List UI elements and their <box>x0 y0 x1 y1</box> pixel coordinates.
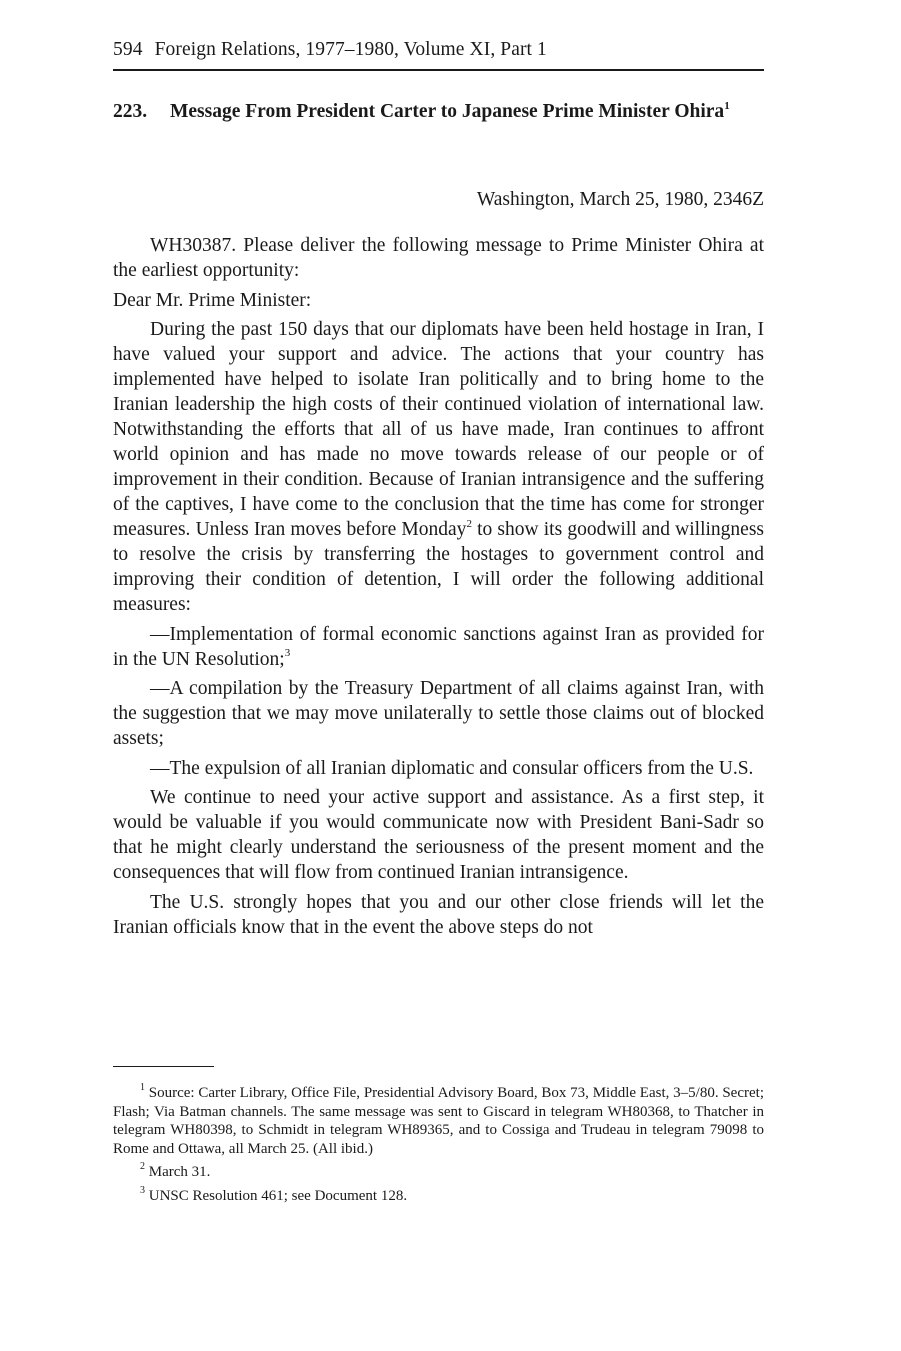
paragraph-main <box>113 317 764 617</box>
document-number: 223. <box>113 101 148 122</box>
document-heading <box>113 99 764 124</box>
footnote-mark: 3 <box>140 1184 145 1196</box>
document-page <box>113 0 764 1351</box>
salutation: Dear Mr. Prime Minister: <box>113 289 312 311</box>
measure-claims: —A compilation by the Treasury Department of all claims against Iran, with the suggestion that we may move unilaterally to settle those claims out of blocked assets; <box>113 678 764 749</box>
page-number: 594 <box>113 39 143 60</box>
footnote-rule <box>113 1066 214 1067</box>
footnote-ref-3[interactable]: 3 <box>284 647 291 659</box>
paragraph-instruction: WH30387. Please deliver the following message to Prime Minister Ohira at the earliest opportunity: <box>113 235 764 281</box>
running-head <box>113 36 764 64</box>
document-title-text: Message From President Carter to Japanese Prime Minister Ohira <box>170 101 725 122</box>
paragraph-closing: The U.S. strongly hopes that you and our other close friends will let the Iranian officials know that in the event the above steps do not <box>113 891 764 938</box>
paragraph-main-part1: During the past 150 days that our diplomats have been held hostage in Iran, I have valued your support and advice. The actions that your country has implemented have helped to isolate Iran politically and to bring home to the Iranian leadership the high costs of their continued violation of international law. Notwithstanding the efforts that all of us have made, Iran continues to affront world opinion and has made no move towards release of our people or of improvement in their condition. Because of Iranian intransigence and the suffering of the captives, I have come to the conclusion that the time has come for stronger measures. Unless Iran moves before Monday <box>113 319 764 540</box>
measure-expulsion: —The expulsion of all Iranian diplomatic and consular officers from the U.S. <box>150 757 754 779</box>
measure-sanctions <box>113 622 764 672</box>
measure-sanctions-text: —Implementation of formal economic sanctions against Iran as provided for in the UN Resolution; <box>113 623 764 670</box>
footnote-ref-1[interactable]: 1 <box>724 99 730 112</box>
document-title <box>170 99 760 124</box>
message-body <box>113 233 764 944</box>
volume-title: Foreign Relations, 1977–1980, Volume XI, Part 1 <box>154 39 547 60</box>
footnote-text: March 31. <box>148 1164 211 1180</box>
footnote-2 <box>113 1163 764 1182</box>
footnote-3 <box>113 1184 764 1206</box>
paragraph-support: We continue to need your active support and assistance. As a first step, it would be valuable if you would communicate now with President Bani-Sadr so that he might clearly understand the seriousness of the present moment and the consequences that will flow from continued Iranian intransigence. <box>113 787 764 883</box>
footnote-mark: 1 <box>140 1082 145 1093</box>
footnote-mark: 2 <box>140 1161 145 1172</box>
footnote-1 <box>113 1084 764 1158</box>
footnote-text: UNSC Resolution 461; see Document 128. <box>148 1187 408 1204</box>
footnote-text: Source: Carter Library, Office File, Presidential Advisory Board, Box 73, Middle East, 3–5/80. Secret; Flash; Via Batman channels. The same message was sent to Giscard in telegram WH80368, to Thatcher in telegram WH80398, to Schmidt in telegram WH89365, and to Cossiga and Trudeau in telegram 79098 to Rome and Ottawa, all March 25. (All ibid.) <box>113 1085 764 1157</box>
paragraph-main-part2: to show its goodwill and willingness to resolve the crisis by transferring the hostages to government control and improving their condition of detention, I will order the following additional measures: <box>113 519 765 615</box>
header-rule <box>113 69 764 71</box>
footnote-ref-2[interactable]: 2 <box>466 517 472 530</box>
footnotes <box>113 1084 764 1210</box>
dateline: Washington, March 25, 1980, 2346Z <box>476 189 764 210</box>
